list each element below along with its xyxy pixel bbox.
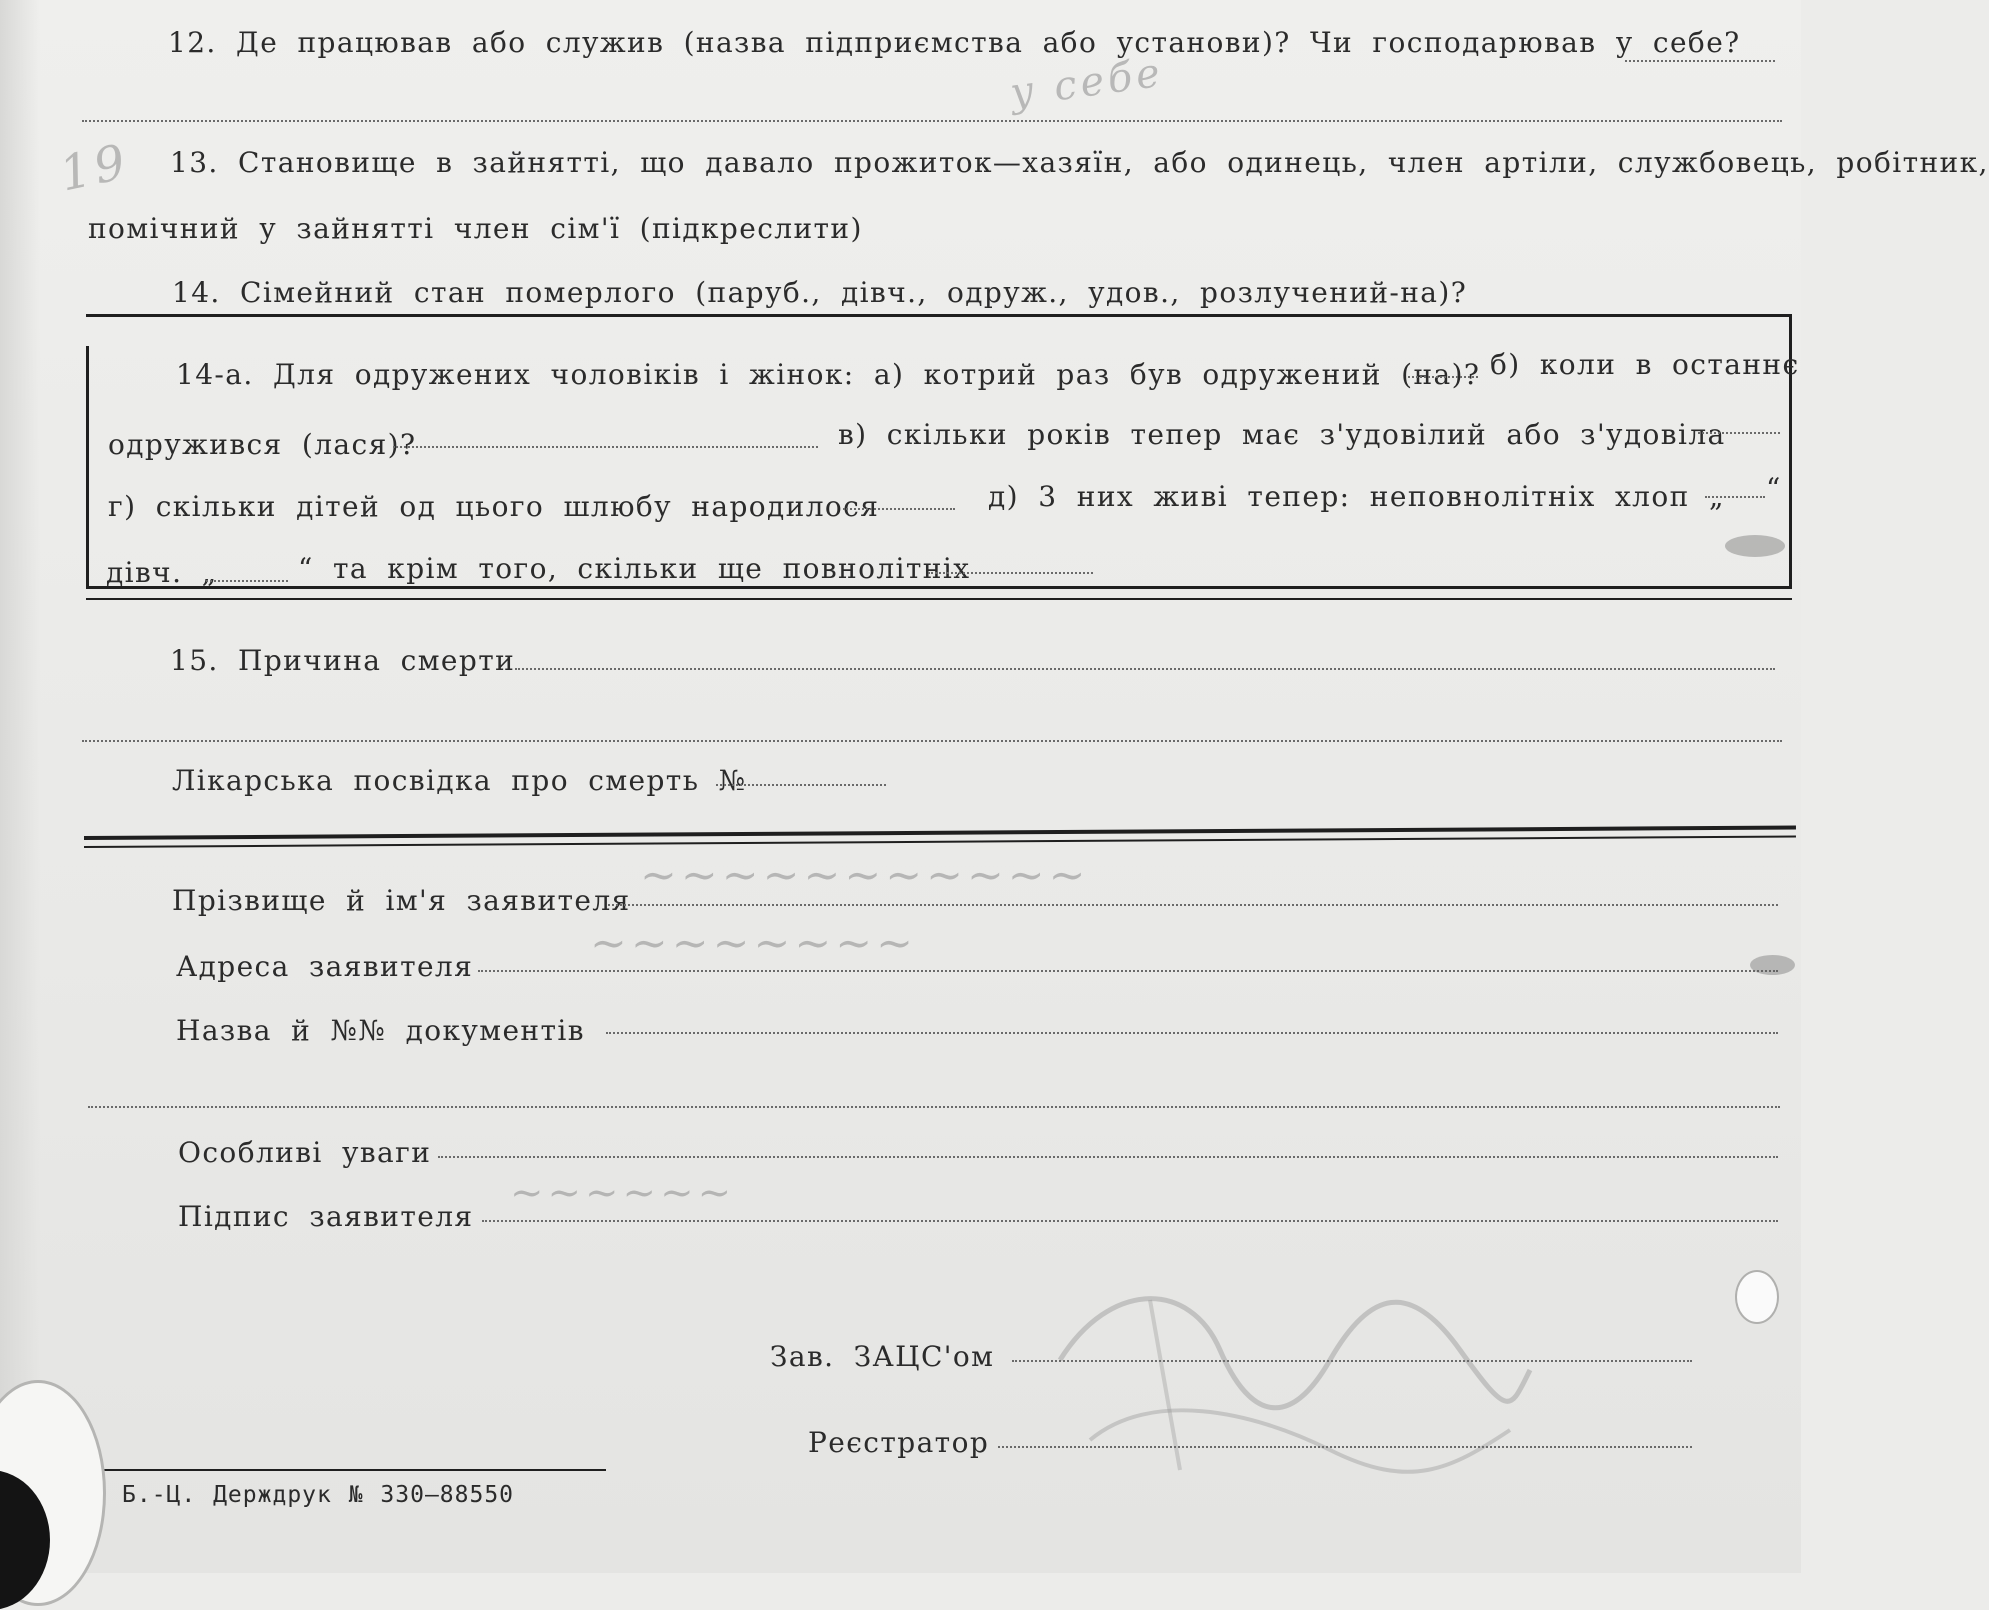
applicant-address-label: Адреса заявителя <box>176 950 474 983</box>
printer-mark: Б.-Ц. Держдрук № 330—88550 <box>122 1482 515 1508</box>
q14a-line3-c: “ <box>1766 472 1782 505</box>
q13-label-line2: помічний у зайнятті член сім'ї (підкреслити) <box>88 212 863 245</box>
paper-damage-1 <box>1725 535 1785 557</box>
q12-fill-line <box>1625 60 1775 62</box>
box-bottom-border-2 <box>86 598 1792 600</box>
medical-cert-fill <box>716 784 886 786</box>
q12-handwritten-answer: у себе <box>1007 49 1167 117</box>
applicant-signature-handwriting: ~~~~~~ <box>510 1170 736 1216</box>
box-top-border <box>86 314 1792 317</box>
q14a-line1: 14-а. Для одружених чоловіків і жінок: а) котрий раз був одружений (на)? <box>176 358 1481 391</box>
applicant-signature-label: Підпис заявителя <box>178 1200 474 1233</box>
q14a-line3: г) скільки дітей од цього шлюбу народилося <box>108 490 880 523</box>
q14-label: 14. Сімейний стан померлого (паруб., дівч., одруж., удов., розлучений-на)? <box>172 276 1468 309</box>
q15-label: 15. Причина смерти <box>170 644 516 677</box>
documents-fill <box>606 1032 1778 1034</box>
q14a-d-fill <box>843 508 955 510</box>
paper-damage-2 <box>1750 955 1795 975</box>
q12-fill-line-2 <box>82 120 1782 122</box>
q14a-a-fill <box>1408 376 1478 378</box>
registrar-label: Реєстратор <box>808 1426 990 1459</box>
applicant-name-fill <box>608 904 1778 906</box>
documents-label: Назва й №№ документів <box>176 1014 585 1047</box>
page-edge-shadow <box>0 0 40 1573</box>
box-bottom-border <box>86 586 1792 589</box>
registrar-fill <box>998 1446 1692 1448</box>
q14a-f-fill <box>206 580 288 582</box>
documents-fill-2 <box>88 1106 1780 1108</box>
q15-fill-line <box>515 668 1775 670</box>
q13-label-line1: 13. Становище в зайнятті, що давало прожиток—хазяїн, або одинець, член артіли, службовець, робітник, <box>170 146 1989 179</box>
q15-fill-line-2 <box>82 740 1782 742</box>
q14a-b-fill <box>393 446 818 448</box>
special-notes-fill <box>438 1156 1778 1158</box>
q14a-e-fill <box>1705 496 1765 498</box>
head-zags-label: Зав. ЗАЦС'ом <box>770 1340 995 1373</box>
paper-damage-3 <box>1735 1270 1779 1324</box>
applicant-address-fill <box>478 970 1778 972</box>
head-zags-fill <box>1012 1360 1692 1362</box>
official-signature <box>1030 1240 1550 1500</box>
margin-handwriting: 19 <box>54 133 135 203</box>
q14a-line3-b: д) 3 них живі тепер: неповнолітніх хлоп „ <box>988 480 1725 513</box>
q14a-line2: одружився (лася)? <box>108 428 417 461</box>
q12-label: 12. Де працював або служив (назва підприємства або установи)? Чи господарював у себе? <box>168 26 1741 59</box>
q14a-line4-b: “ та крім того, скільки ще повнолітніх <box>298 552 971 585</box>
applicant-name-handwriting: ~~~~~~~~~~~ <box>640 850 1090 901</box>
box-left-border <box>86 346 89 588</box>
q14a-g-fill <box>928 572 1093 574</box>
applicant-name-label: Прізвище й ім'я заявителя <box>172 884 631 917</box>
q14a-line4: дівч. „ <box>106 556 218 589</box>
applicant-address-handwriting: ~~~~~~~~ <box>590 918 917 969</box>
q14a-line1-b: б) коли в останнє <box>1490 348 1800 381</box>
special-notes-label: Особливі уваги <box>178 1136 432 1169</box>
medical-cert-label: Лікарська посвідка про смерть № <box>172 764 747 797</box>
q14a-c-fill <box>1698 432 1780 434</box>
q14a-line2-b: в) скільки років тепер має з'удовілий або з'удовіла <box>838 418 1726 451</box>
applicant-signature-fill <box>482 1220 1778 1222</box>
printer-mark-rule <box>104 1469 606 1471</box>
